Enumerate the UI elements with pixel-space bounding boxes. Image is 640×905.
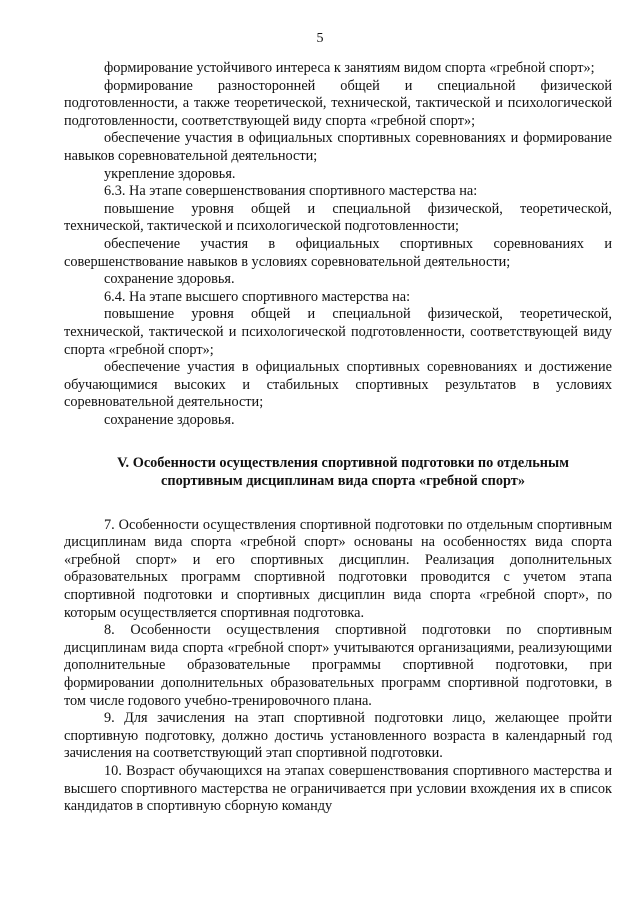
paragraph: повышение уровня общей и специальной физической, теоретической, технической, тактической и психологической подготовленности, соответствующей виду спорта «гребной спорт»;	[64, 306, 612, 358]
paragraph: сохранение здоровья.	[104, 411, 235, 428]
paragraph: 10. Возраст обучающихся на этапах совершенствования спортивного мастерства и высшего спортивного мастерства не ограничивается при условии вхождения их в список кандидатов в спортивную сборную команду	[64, 762, 612, 815]
paragraph: обеспечение участия в официальных спортивных соревнованиях и формирование навыков соревновательной деятельности;	[64, 130, 612, 164]
paragraph: 6.4. На этапе высшего спортивного мастерства на:	[104, 288, 411, 305]
section-heading: V. Особенности осуществления спортивной подготовки по отдельным спортивным дисциплинам вида спорта «гребной спорт»	[117, 455, 569, 490]
page-number: 5	[316, 31, 324, 46]
paragraph: 8. Особенности осуществления спортивной подготовки по спортивным дисциплинам вида спорта «гребной спорт» учитываются организациями, реализующими дополнительные образовательные программы спортивной подготовки, при формировании дополнительных образовательных программ спортивной подготовки, в том числе годового учебно-тренировочного плана.	[64, 622, 612, 709]
paragraph: формирование разносторонней общей и специальной физической подготовленности, а также теоретической, технической, тактической и психологической подготовленности, соответствующей виду спорта «гребной спорт»;	[64, 77, 612, 129]
spacer	[64, 491, 612, 517]
paragraph: повышение уровня общей и специальной физической, теоретической, технической, тактической и психологической подготовленности;	[64, 200, 612, 235]
paragraph: формирование устойчивого интереса к занятиям видом спорта «гребной спорт»;	[104, 60, 595, 76]
paragraph: обеспечение участия в официальных спортивных соревнованиях и совершенствование навыков в условиях соревновательной деятельности;	[64, 235, 612, 270]
paragraph: сохранение здоровья.	[104, 271, 235, 288]
document-body	[64, 60, 612, 816]
spacer	[64, 429, 612, 455]
paragraph: укрепление здоровья.	[104, 165, 236, 182]
paragraph: 6.3. На этапе совершенствования спортивного мастерства на:	[104, 183, 478, 200]
paragraph: 9. Для зачисления на этап спортивной подготовки лицо, желающее пройти спортивную подготовку, должно достичь установленного возраста в календарный год зачисления на соответствующий этап спортивной подготовки.	[64, 710, 612, 762]
paragraph: обеспечение участия в официальных спортивных соревнованиях и достижение обучающимися высоких и стабильных спортивных результатов в условиях соревновательной деятельности;	[64, 359, 612, 411]
paragraph: 7. Особенности осуществления спортивной подготовки по отдельным спортивным дисциплинам вида спорта «гребной спорт» основаны на особенностях вида спорта «гребной спорт» и его спортивных дисциплин. Реализация дополнительных образовательных программ спортивной подготовки проводится с учетом этапа спортивной подготовки и спортивных дисциплин вида спорта «гребной спорт», по которым осуществляется спортивная подготовка.	[64, 516, 612, 621]
